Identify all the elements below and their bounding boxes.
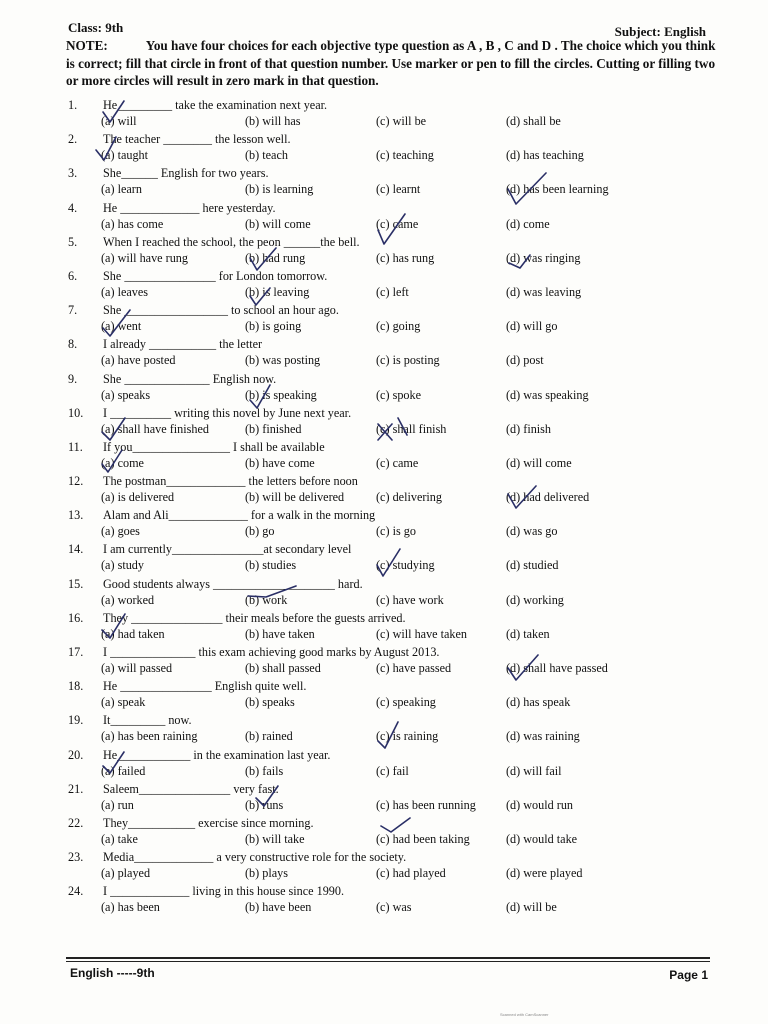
question-item — [0, 474, 768, 508]
option-b: (b) fails — [245, 763, 284, 778]
question-item — [0, 884, 768, 918]
option-b: (b) speaks — [245, 695, 295, 710]
question-number: 17. — [68, 645, 84, 659]
option-b: (b) work — [245, 592, 288, 607]
option-b: (b) finished — [245, 421, 302, 436]
question-stem: She _______________ for London tomorrow. — [103, 268, 328, 283]
question-item — [0, 235, 768, 269]
option-a: (a) has been raining — [101, 729, 198, 744]
option-a: (a) failed — [101, 763, 146, 778]
question-item — [0, 782, 768, 816]
footer-course: English -----9th — [70, 966, 155, 980]
option-a: (a) shall have finished — [101, 421, 209, 436]
option-a: (a) had taken — [101, 626, 165, 641]
option-a: (a) will have rung — [101, 250, 188, 265]
option-a: (a) speaks — [101, 387, 151, 402]
question-number: 24. — [68, 884, 84, 899]
question-list — [0, 98, 768, 919]
question-number: 12. — [68, 474, 84, 489]
option-c: (c) was — [376, 900, 412, 915]
question-number: 11. — [68, 439, 83, 454]
option-d: (d) has teaching — [506, 148, 584, 163]
question-item — [0, 508, 768, 542]
option-b: (b) teach — [245, 148, 288, 163]
option-a: (a) played — [101, 866, 151, 881]
question-item — [0, 201, 768, 235]
question-item — [0, 440, 768, 474]
question-stem: She______ English for two years. — [103, 166, 269, 181]
question-number: 23. — [68, 850, 84, 865]
option-d: (d) would run — [506, 797, 574, 812]
option-b: (b) runs — [245, 797, 284, 812]
question-number: 14. — [68, 542, 84, 557]
option-b: (b) will come — [245, 216, 311, 231]
question-number: 15. — [68, 576, 84, 591]
option-c: (c) had been taking — [376, 831, 470, 846]
option-d: (d) will go — [506, 319, 558, 334]
option-c: (c) has been running — [376, 797, 476, 812]
option-b: (b) shall passed — [245, 661, 321, 675]
question-item — [0, 816, 768, 850]
instructions-note — [66, 37, 716, 90]
option-d: (d) shall have passed — [506, 661, 608, 675]
question-item — [0, 850, 768, 884]
question-number: 7. — [68, 303, 78, 318]
question-number: 1. — [68, 98, 78, 112]
option-a: (a) has been — [101, 900, 160, 915]
question-stem: She ______________ English now. — [103, 371, 277, 386]
question-stem: The postman_____________ the letters before noon — [103, 474, 358, 489]
option-d: (d) will be — [506, 900, 557, 915]
question-stem: He_________ take the examination next year. — [103, 98, 328, 112]
question-item — [0, 98, 768, 132]
question-item — [0, 337, 768, 371]
option-d: (d) has been learning — [506, 182, 609, 197]
question-stem: She _________________ to school an hour ago. — [103, 303, 339, 318]
question-number: 3. — [68, 166, 78, 181]
option-b: (b) go — [245, 524, 275, 539]
option-c: (c) learnt — [376, 182, 421, 197]
question-stem: They _______________ their meals before the guests arrived. — [103, 610, 406, 625]
option-b: (b) is learning — [245, 182, 314, 197]
option-d: (d) was leaving — [506, 284, 582, 299]
question-number: 4. — [68, 200, 78, 215]
question-stem: Good students always ____________________ hard. — [103, 576, 363, 591]
question-number: 13. — [68, 508, 84, 523]
scan-watermark: Scanned with CamScanner — [500, 1012, 549, 1017]
question-item — [0, 269, 768, 303]
option-b: (b) is speaking — [245, 387, 317, 402]
option-b: (b) will take — [245, 831, 305, 846]
question-number: 8. — [68, 337, 78, 352]
option-c: (c) speaking — [376, 695, 436, 710]
option-d: (d) has speak — [506, 695, 571, 710]
question-stem: I __________ writing this novel by June next year. — [103, 405, 352, 420]
question-item — [0, 372, 768, 406]
option-a: (a) will passed — [101, 661, 173, 675]
question-stem: If you________________ I shall be available — [103, 439, 325, 454]
question-item — [0, 132, 768, 166]
question-item — [0, 303, 768, 337]
question-number: 21. — [68, 781, 84, 796]
question-number: 2. — [68, 132, 78, 147]
page-number: Page 1 — [669, 968, 708, 982]
question-item — [0, 713, 768, 747]
option-b: (b) plays — [245, 866, 288, 881]
option-b: (b) have taken — [245, 626, 315, 641]
question-item — [0, 611, 768, 645]
question-item — [0, 577, 768, 611]
option-a: (a) has come — [101, 216, 164, 231]
option-d: (d) will come — [506, 455, 572, 470]
option-b: (b) will be delivered — [245, 490, 345, 505]
option-a: (a) is delivered — [101, 490, 175, 505]
option-c: (c) spoke — [376, 387, 422, 402]
option-d: (d) was ringing — [506, 250, 581, 265]
option-b: (b) is leaving — [245, 284, 310, 299]
option-a: (a) come — [101, 455, 144, 470]
question-stem: He____________ in the examination last year. — [103, 747, 331, 762]
option-a: (a) run — [101, 797, 134, 812]
subject-label: Subject: English — [614, 24, 706, 39]
question-stem: They___________ exercise since morning. — [103, 815, 314, 830]
option-d: (d) would take — [506, 831, 578, 846]
option-b: (b) rained — [245, 729, 293, 744]
option-c: (c) is raining — [376, 729, 439, 744]
option-b: (b) is going — [245, 319, 302, 334]
option-c: (c) going — [376, 319, 421, 334]
option-d: (d) taken — [506, 626, 550, 641]
question-number: 16. — [68, 610, 84, 625]
option-c: (c) left — [376, 284, 409, 299]
option-c: (c) have passed — [376, 661, 452, 675]
option-c: (c) came — [376, 455, 419, 470]
question-number: 19. — [68, 713, 84, 728]
question-stem: I already ___________ the letter — [103, 337, 263, 352]
question-number: 5. — [68, 234, 78, 249]
option-c: (c) teaching — [376, 148, 434, 163]
option-d: (d) will fail — [506, 763, 562, 778]
option-d: (d) was raining — [506, 729, 580, 744]
question-item — [0, 748, 768, 782]
question-item — [0, 645, 768, 679]
question-stem: I _____________ living in this house since 1990. — [103, 884, 345, 899]
option-a: (a) have posted — [101, 353, 176, 368]
option-b: (b) have come — [245, 455, 315, 470]
question-stem: He _____________ here yesterday. — [103, 200, 276, 215]
footer-divider — [66, 957, 710, 959]
note-text: You have four choices for each objective type question as A , B , C and D . The choice which you think is correct; fill that circle in front of that question number. Use marker or pen to fill the circles. Cutting or filling two or more circles will result in zero mark in that question. — [66, 38, 716, 88]
option-a: (a) worked — [101, 592, 155, 607]
question-number: 22. — [68, 815, 84, 830]
option-d: (d) working — [506, 592, 564, 607]
option-a: (a) will — [101, 114, 137, 128]
option-c: (c) will be — [376, 114, 427, 128]
question-stem: Saleem_______________ very fast. — [103, 781, 279, 796]
option-a: (a) went — [101, 319, 142, 334]
option-c: (c) delivering — [376, 490, 442, 505]
option-b: (b) studies — [245, 558, 297, 573]
question-item — [0, 166, 768, 200]
question-number: 9. — [68, 371, 78, 386]
option-c: (c) is posting — [376, 353, 440, 368]
option-c: (c) came — [376, 216, 419, 231]
option-d: (d) were played — [506, 866, 583, 881]
option-d: (d) finish — [506, 421, 552, 436]
note-keyword: NOTE: — [66, 38, 108, 53]
option-b: (b) had rung — [245, 250, 306, 265]
option-a: (a) speak — [101, 695, 146, 710]
footer-divider-thin — [66, 961, 710, 962]
option-a: (a) study — [101, 558, 144, 573]
option-c: (c) fail — [376, 763, 409, 778]
option-c: (c) studying — [376, 558, 435, 573]
option-a: (a) learn — [101, 182, 142, 197]
option-d: (d) studied — [506, 558, 559, 573]
option-a: (a) take — [101, 831, 138, 846]
question-item — [0, 406, 768, 440]
option-b: (b) will has — [245, 114, 301, 128]
question-stem: He _______________ English quite well. — [103, 679, 307, 694]
option-b: (b) have been — [245, 900, 312, 915]
option-d: (d) come — [506, 216, 550, 231]
option-d: (d) post — [506, 353, 544, 368]
question-stem: I ______________ this exam achieving good marks by August 2013. — [103, 645, 440, 659]
question-stem: When I reached the school, the peon ______the bell. — [103, 234, 360, 249]
question-number: 10. — [68, 405, 84, 420]
question-number: 6. — [68, 268, 78, 283]
option-a: (a) leaves — [101, 284, 149, 299]
option-c: (c) is go — [376, 524, 416, 539]
option-d: (d) had delivered — [506, 490, 590, 505]
option-a: (a) goes — [101, 524, 140, 539]
option-d: (d) was go — [506, 524, 558, 539]
option-d: (d) was speaking — [506, 387, 589, 402]
question-item — [0, 542, 768, 576]
question-number: 18. — [68, 679, 84, 694]
option-d: (d) shall be — [506, 114, 561, 128]
question-number: 20. — [68, 747, 84, 762]
option-c: (c) has rung — [376, 250, 435, 265]
option-c: (c) have work — [376, 592, 444, 607]
question-stem: Media_____________ a very constructive role for the society. — [103, 850, 407, 865]
option-c: (c) will have taken — [376, 626, 468, 641]
option-c: (c) shall finish — [376, 421, 447, 436]
question-stem: The teacher ________ the lesson well. — [103, 132, 291, 147]
question-stem: It_________ now. — [103, 713, 192, 728]
question-stem: I am currently_______________at secondary level — [103, 542, 352, 557]
option-b: (b) was posting — [245, 353, 321, 368]
option-c: (c) had played — [376, 866, 446, 881]
option-a: (a) taught — [101, 148, 149, 163]
class-label: Class: 9th — [68, 20, 124, 35]
question-item — [0, 679, 768, 713]
question-stem: Alam and Ali_____________ for a walk in the morning — [103, 508, 376, 523]
